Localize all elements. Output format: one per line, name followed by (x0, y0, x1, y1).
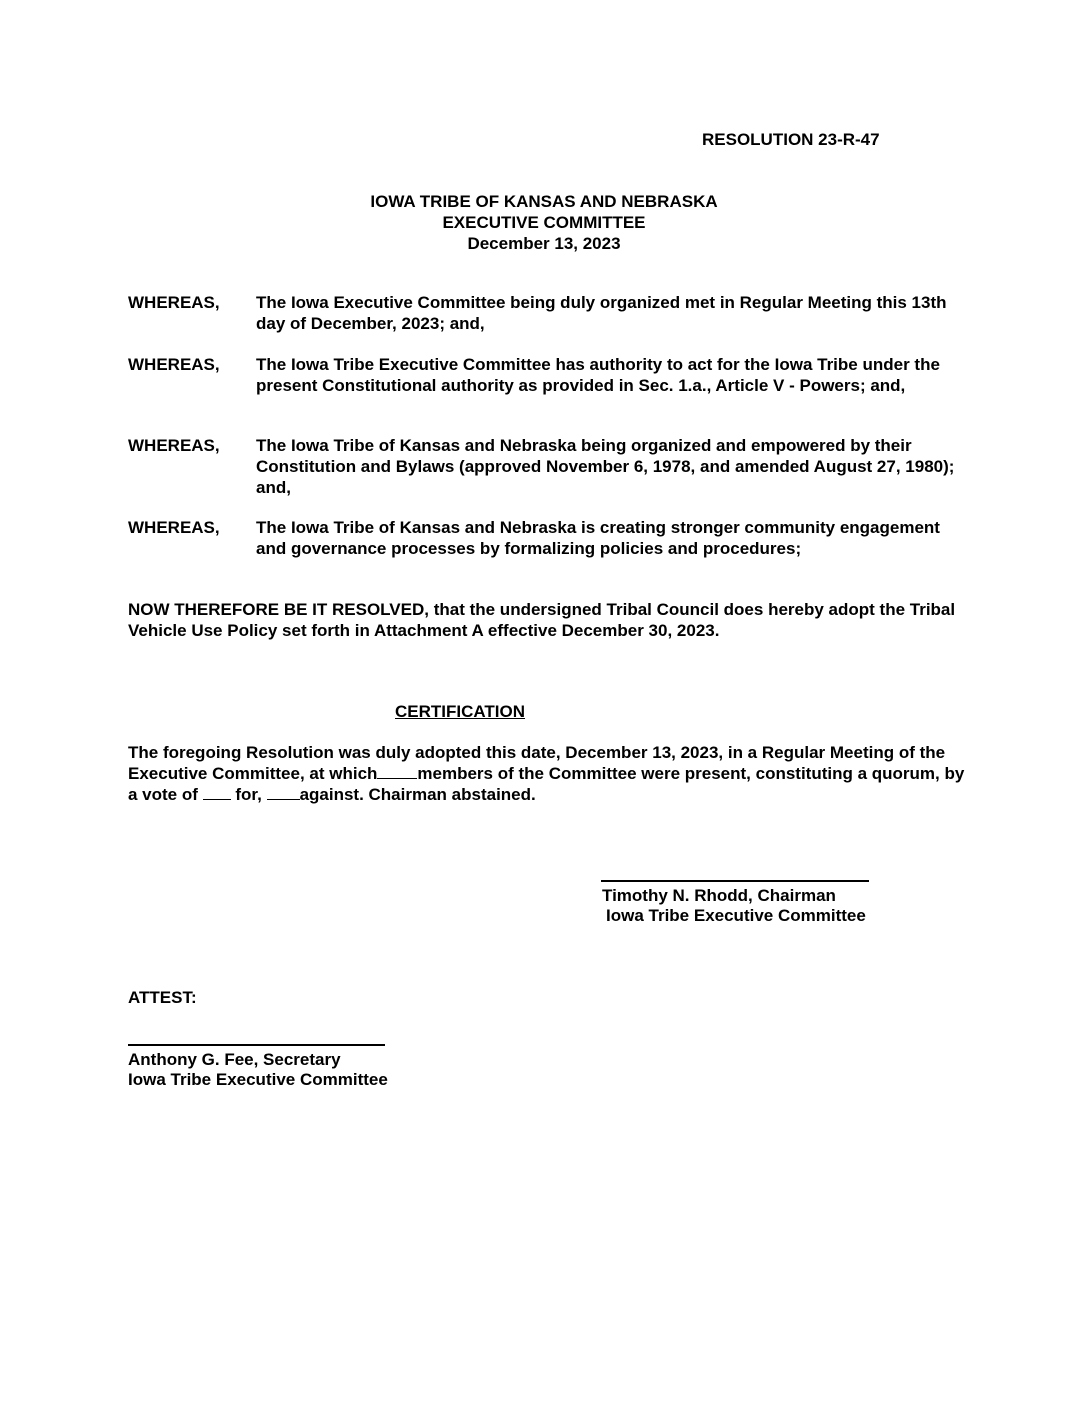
whereas-text: The Iowa Tribe of Kansas and Nebraska being organized and empowered by their Constitution and Bylaws (approved November 6, 1978, and amended August 27, 1980); and, (256, 436, 955, 497)
whereas-text: The Iowa Tribe of Kansas and Nebraska is creating stronger community engagement and governance processes by formalizing policies and procedures; (256, 518, 940, 558)
votes-for-blank (203, 785, 231, 800)
whereas-label: WHEREAS, (128, 355, 220, 374)
whereas-text: The Iowa Executive Committee being duly organized met in Regular Meeting this 13th day of December, 2023; and, (256, 293, 947, 333)
chairman-name: Timothy N. Rhodd, Chairman (602, 886, 836, 905)
chairman-signature-line (601, 880, 869, 882)
organization-name: IOWA TRIBE OF KANSAS AND NEBRASKA (370, 192, 718, 211)
chairman-title: Iowa Tribe Executive Committee (606, 906, 866, 925)
resolved-clause: NOW THEREFORE BE IT RESOLVED, that the undersigned Tribal Council does hereby adopt the Tribal Vehicle Use Policy set forth in Attachment A effective December 30, 2023. (128, 600, 956, 640)
whereas-label: WHEREAS, (128, 518, 220, 537)
members-present-blank (377, 764, 417, 779)
secretary-name: Anthony G. Fee, Secretary (128, 1050, 341, 1069)
certification-title: CERTIFICATION (395, 702, 526, 721)
certification-text (128, 742, 968, 805)
certification-text-part: members of the Committee were present, constituting a quorum, by a vote of (128, 764, 965, 804)
certification-text-part: against. Chairman abstained. (299, 785, 536, 804)
secretary-title: Iowa Tribe Executive Committee (128, 1070, 388, 1089)
resolution-number: RESOLUTION 23-R-47 (702, 130, 880, 149)
document-header (300, 191, 788, 254)
whereas-label: WHEREAS, (128, 293, 220, 312)
document-date: December 13, 2023 (467, 234, 621, 253)
secretary-signature-line (128, 1044, 385, 1046)
whereas-text: The Iowa Tribe Executive Committee has authority to act for the Iowa Tribe under the present Constitutional authority as provided in Sec. 1.a., Article V - Powers; and, (256, 355, 940, 395)
attest-label: ATTEST: (128, 988, 197, 1007)
votes-against-blank (267, 785, 300, 800)
committee-name: EXECUTIVE COMMITTEE (442, 213, 646, 232)
certification-text-part: for, (235, 785, 262, 804)
certification-text-part: The foregoing Resolution was duly adopted this date, December 13, 2023, in a Regular Meeting of the Executive Committee, at which (128, 743, 946, 783)
whereas-label: WHEREAS, (128, 436, 220, 455)
